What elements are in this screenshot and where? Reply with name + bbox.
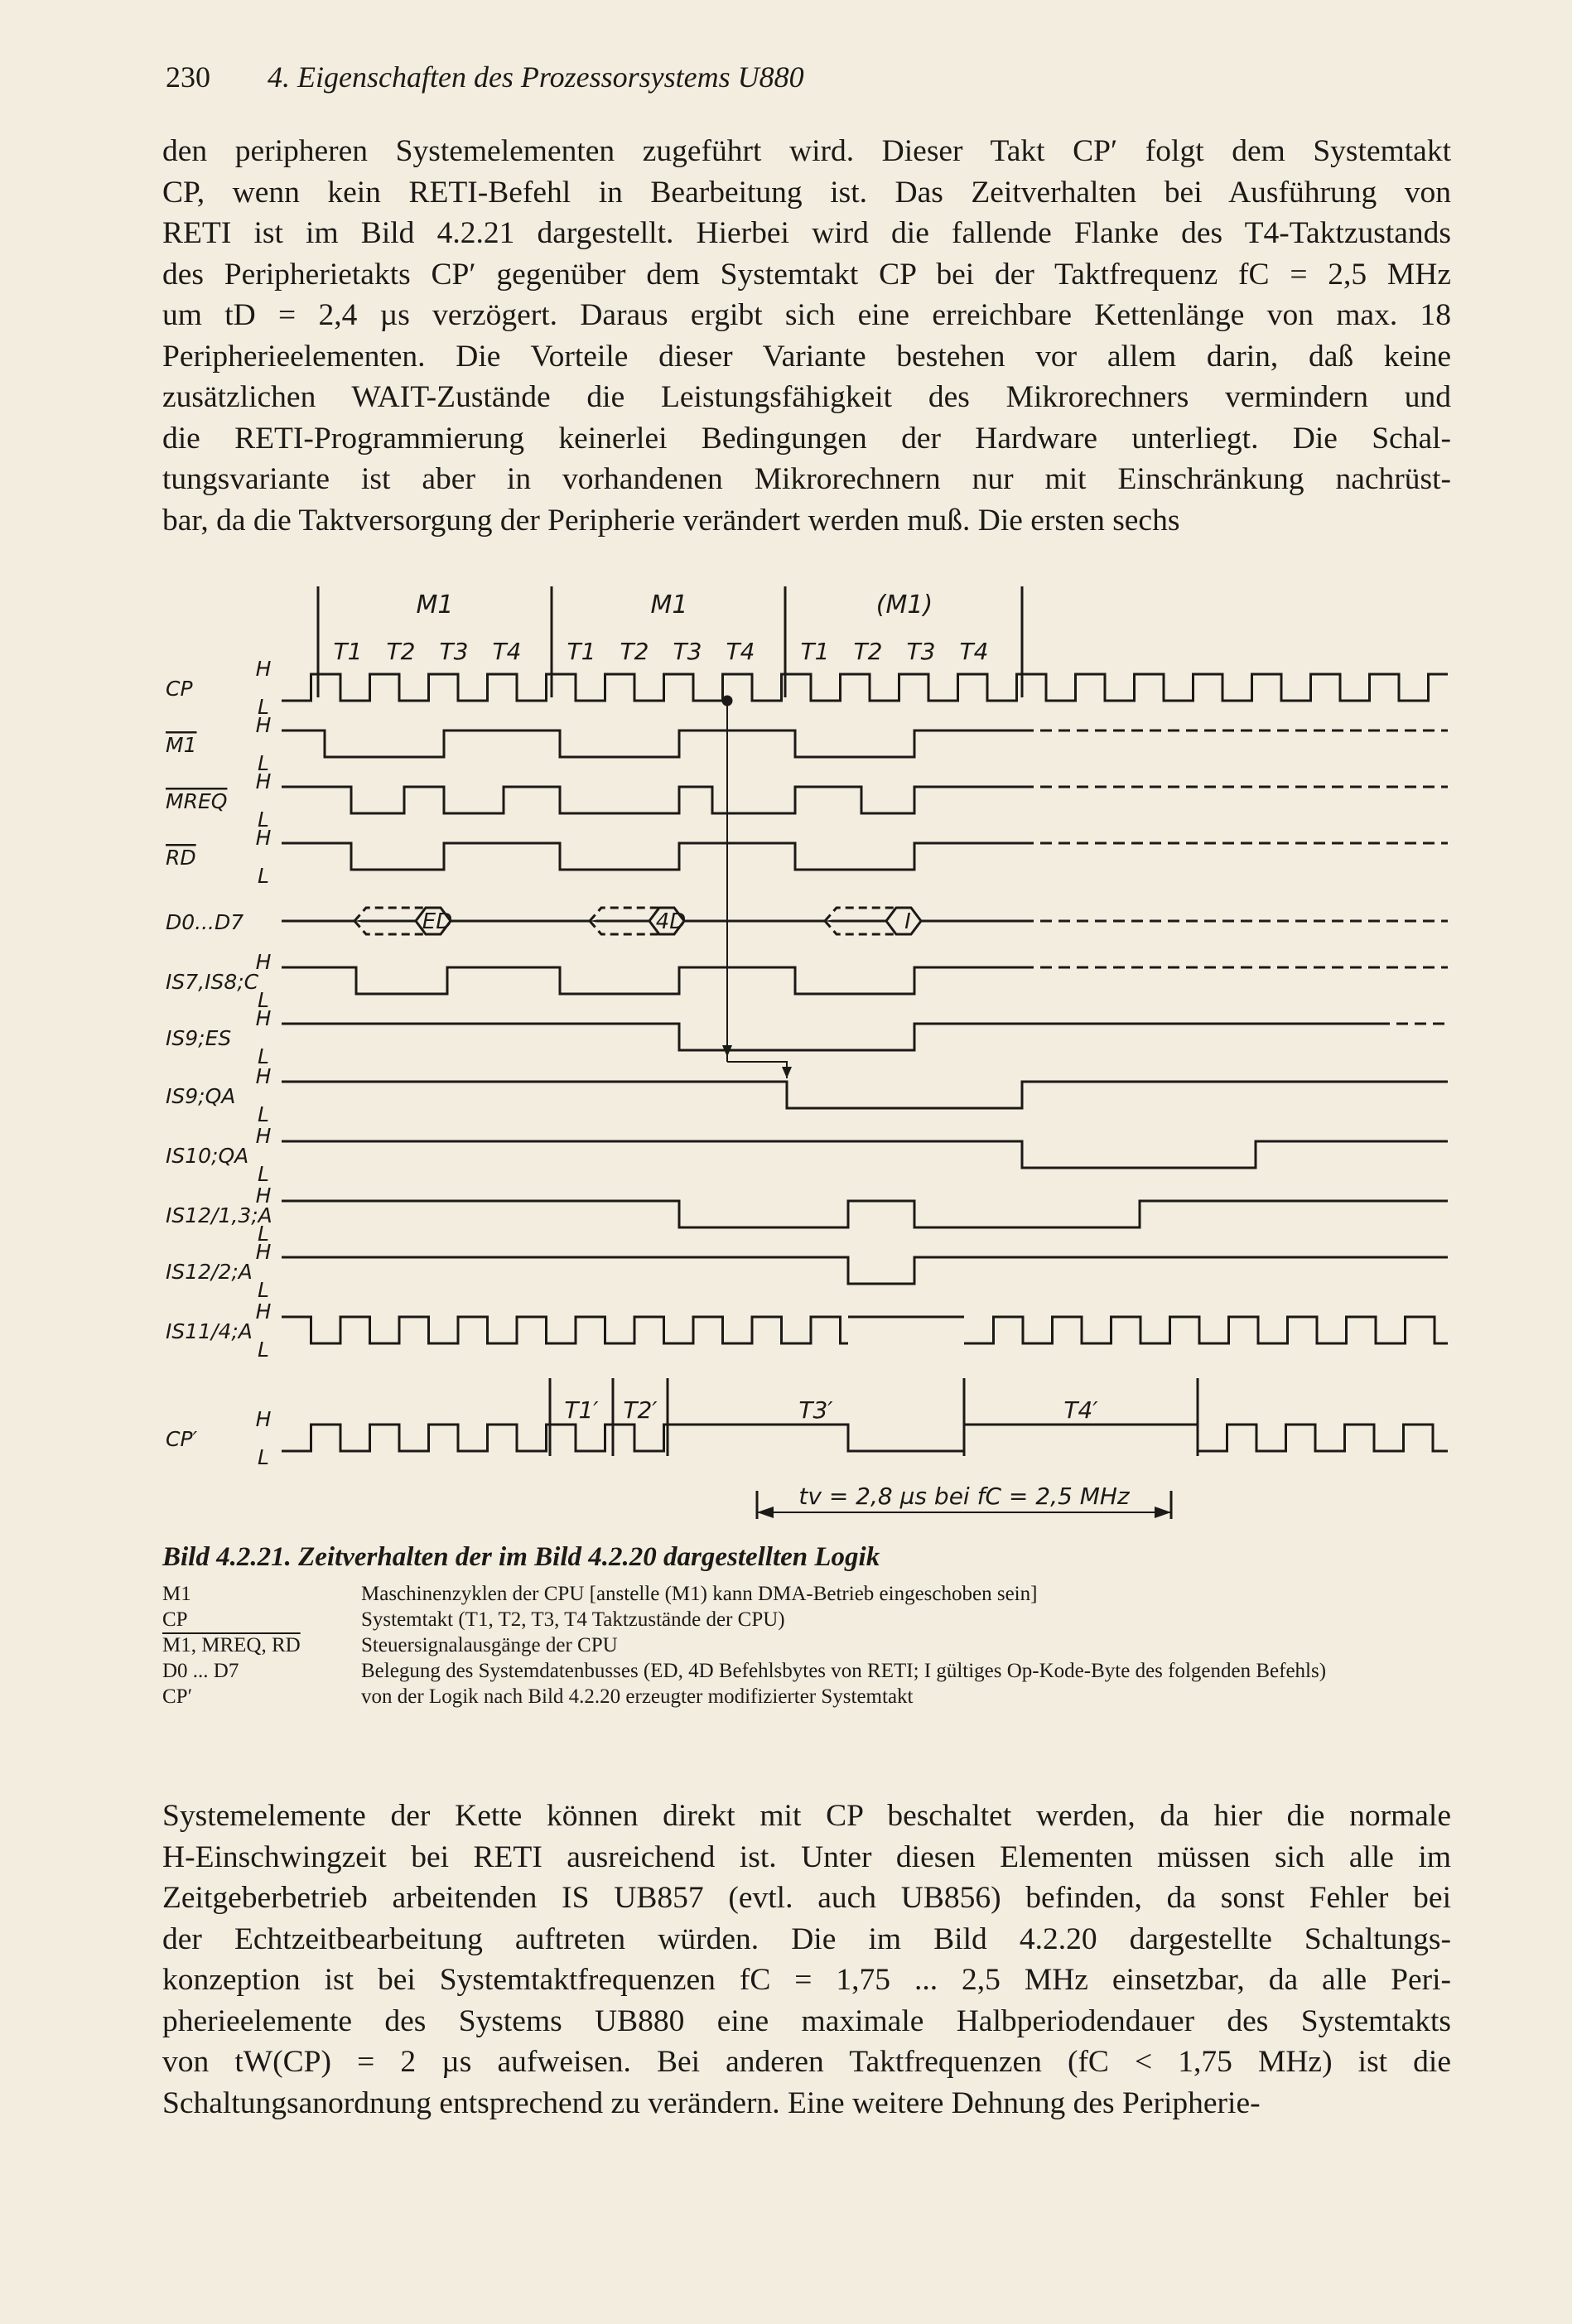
bus-byte-label: ED: [422, 909, 453, 934]
reference-point: [723, 697, 731, 705]
text-line: um tD = 2,4 µs verzögert. Daraus ergibt sich eine erreichbare Kettenlänge von max. 18: [162, 298, 1451, 332]
text-line: der Echtzeitbearbeitung auftreten würden. Die im Bild 4.2.20 dargestellte Schaltungs-: [162, 1921, 1451, 1956]
legend-row: [162, 1581, 1454, 1607]
state-label: T2: [620, 638, 649, 665]
level-high-mark: H: [255, 1184, 272, 1208]
signal-label: D0...D7: [166, 910, 244, 934]
signal-label: IS9;ES: [166, 1026, 232, 1050]
text-line: Peripherieelementen. Die Vorteile dieser Variante bestehen vor allem darin, daß keine: [162, 339, 1451, 374]
cp-prime-waveform: [1198, 1425, 1448, 1451]
level-low-mark: L: [258, 864, 269, 888]
state-label: T3: [439, 638, 469, 665]
level-high-mark: H: [255, 1006, 272, 1030]
is9-es-waveform: [282, 1024, 1378, 1050]
rd-waveform: [282, 843, 1022, 870]
cycle-label: (M1): [875, 591, 933, 620]
signal-label: M1: [166, 733, 197, 757]
state-label: T4: [492, 638, 522, 665]
legend-definition: Steuersignalausgänge der CPU: [361, 1634, 618, 1656]
level-low-mark: L: [258, 1278, 269, 1302]
signal-label: IS10;QA: [166, 1144, 249, 1168]
legend-row: [162, 1632, 1454, 1658]
cp-prime-state-label: T4′: [1063, 1396, 1098, 1424]
signal-label: IS9;QA: [166, 1084, 236, 1108]
running-title: 4. Eigenschaften des Prozessorsystems U880: [268, 60, 804, 94]
level-low-mark: L: [258, 1102, 269, 1126]
is11-4-waveform: [964, 1317, 1448, 1343]
state-label: T1: [333, 638, 363, 665]
text-line: bar, da die Taktversorgung der Peripherie verändert werden muß. Die ersten sechs: [162, 503, 1180, 538]
level-high-mark: H: [255, 826, 272, 850]
legend-definition: Maschinenzyklen der CPU [anstelle (M1) kann DMA-Betrieb eingeschoben sein]: [361, 1583, 1038, 1605]
legend-term: D0 ... D7: [162, 1660, 239, 1682]
text-line: pherieelemente des Systems UB880 eine maximale Halbperiodendauer des Systemtakts: [162, 2003, 1451, 2038]
text-line: RETI ist im Bild 4.2.21 dargestellt. Hierbei wird die fallende Flanke des T4-Taktzustands: [162, 216, 1451, 250]
signal-label: CP: [166, 677, 193, 701]
cp-prime-state-label: T2′: [623, 1396, 658, 1424]
cp-waveform: [282, 674, 1448, 701]
legend-term: M1, MREQ, RD: [162, 1634, 301, 1656]
text-line: zusätzlichen WAIT-Zustände die Leistungsfähigkeit des Mikrorechners vermindern und: [162, 380, 1451, 414]
text-line: CP, wenn kein RETI-Befehl in Bearbeitung ist. Das Zeitverhalten bei Ausführung von: [162, 175, 1451, 210]
level-low-mark: L: [258, 695, 269, 719]
level-high-mark: H: [255, 769, 272, 793]
page-number: 230: [166, 60, 210, 94]
delay-arrow-head: [782, 1067, 792, 1078]
level-high-mark: H: [255, 1124, 272, 1148]
text-line: H-Einschwingzeit bei RETI ausreichend ist. Unter diesen Elementen müssen sich alle im: [162, 1839, 1451, 1874]
cp-prime-state-label: T1′: [564, 1396, 599, 1424]
signal-label: IS11/4;A: [166, 1319, 253, 1343]
legend-definition: Systemtakt (T1, T2, T3, T4 Taktzustände der CPU): [361, 1608, 785, 1631]
state-label: T3: [673, 638, 702, 665]
text-line: die RETI-Programmierung keinerlei Bedingungen der Hardware unterliegt. Die Schal-: [162, 421, 1451, 456]
level-low-mark: L: [258, 1044, 269, 1068]
signal-label: CP′: [166, 1427, 198, 1451]
signal-label: RD: [166, 846, 196, 870]
bus-byte-label: 4D: [655, 909, 687, 934]
is10-qa-waveform: [282, 1141, 1448, 1168]
delay-marker: [727, 1062, 787, 1078]
is11-4-waveform: [282, 1317, 848, 1343]
legend-term: M1: [162, 1583, 191, 1605]
level-low-mark: L: [258, 1445, 269, 1469]
legend-row: [162, 1684, 1454, 1709]
legend-definition: von der Logik nach Bild 4.2.20 erzeugter modifizierter Systemtakt: [361, 1685, 914, 1708]
is12-2-waveform: [282, 1257, 1448, 1284]
level-low-mark: L: [258, 751, 269, 775]
cp-prime-waveform: [282, 1425, 668, 1451]
state-label: T2: [853, 638, 883, 665]
level-high-mark: H: [255, 657, 272, 681]
state-label: T1: [800, 638, 830, 665]
state-label: T1: [567, 638, 596, 665]
text-line: Zeitgeberbetrieb arbeitenden IS UB857 (evtl. auch UB856) befinden, da sonst Fehler bei: [162, 1881, 1451, 1915]
level-low-mark: L: [258, 1222, 269, 1246]
level-low-mark: L: [258, 1338, 269, 1362]
is12-13-waveform: [282, 1201, 1448, 1227]
signal-label: MREQ: [166, 789, 228, 813]
level-low-mark: L: [258, 988, 269, 1012]
text-line: den peripheren Systemelementen zugeführt wird. Dieser Takt CP′ folgt dem Systemtakt: [162, 134, 1451, 168]
level-high-mark: H: [255, 1064, 272, 1088]
text-line: des Peripherietakts CP′ gegenüber dem Systemtakt CP bei der Taktfrequenz fC = 2,5 MHz: [162, 257, 1451, 292]
cp-prime-state-label: T3′: [798, 1396, 833, 1424]
legend-term: CP′: [162, 1685, 193, 1708]
legend-definition: Belegung des Systemdatenbusses (ED, 4D Befehlsbytes von RETI; I gültiges Op-Kode-Byte des folgenden Befehls): [361, 1660, 1327, 1682]
state-label: T3: [906, 638, 936, 665]
level-high-mark: H: [255, 1240, 272, 1264]
state-label: T4: [726, 638, 755, 665]
is7-is8-waveform: [282, 967, 1022, 994]
figure-caption: Bild 4.2.21. Zeitverhalten der im Bild 4.2.20 dargestellten Logik: [162, 1542, 880, 1572]
text-line: Schaltungsanordnung entsprechend zu verändern. Eine weitere Dehnung des Peripherie-: [162, 2085, 1261, 2120]
figure-legend: [162, 1581, 1454, 1709]
legend-term: CP: [162, 1608, 188, 1631]
mreq-waveform: [282, 787, 1022, 813]
is9-qa-waveform: [282, 1082, 1448, 1108]
signal-label: IS7,IS8;C: [166, 970, 259, 994]
text-line: von tW(CP) = 2 µs aufweisen. Bei anderen Taktfrequenzen (fC < 1,75 MHz) ist die: [162, 2045, 1451, 2079]
cp-prime-waveform: [668, 1425, 1198, 1451]
level-high-mark: H: [255, 1299, 272, 1324]
paragraph-bottom: [162, 1796, 1451, 2124]
text-line: Systemelemente der Kette können direkt mit CP beschaltet werden, da hier die normale: [162, 1799, 1451, 1833]
text-line: konzeption ist bei Systemtaktfrequenzen fC = 1,75 ... 2,5 MHz einsetzbar, da alle Peri-: [162, 1963, 1451, 1997]
bus-byte-box: [886, 908, 921, 934]
cycle-label: M1: [416, 591, 454, 620]
level-high-mark: H: [255, 713, 272, 737]
state-label: T2: [386, 638, 416, 665]
level-low-mark: L: [258, 1162, 269, 1186]
level-high-mark: H: [255, 1407, 272, 1431]
signal-label: IS12/2;A: [166, 1260, 253, 1284]
delay-note: tv = 2,8 µs bei fC = 2,5 MHz: [798, 1483, 1130, 1510]
state-label: T4: [959, 638, 989, 665]
legend-row: [162, 1658, 1454, 1684]
level-low-mark: L: [258, 808, 269, 832]
bus-byte-label: I: [904, 909, 911, 934]
m1-waveform: [282, 730, 1022, 757]
signal-label: IS12/1,3;A: [166, 1203, 272, 1227]
level-high-mark: H: [255, 950, 272, 974]
cycle-label: M1: [650, 591, 688, 620]
text-line: tungsvariante ist aber in vorhandenen Mikrorechnern nur mit Einschränkung nachrüst-: [162, 462, 1451, 496]
legend-row: [162, 1607, 1454, 1632]
